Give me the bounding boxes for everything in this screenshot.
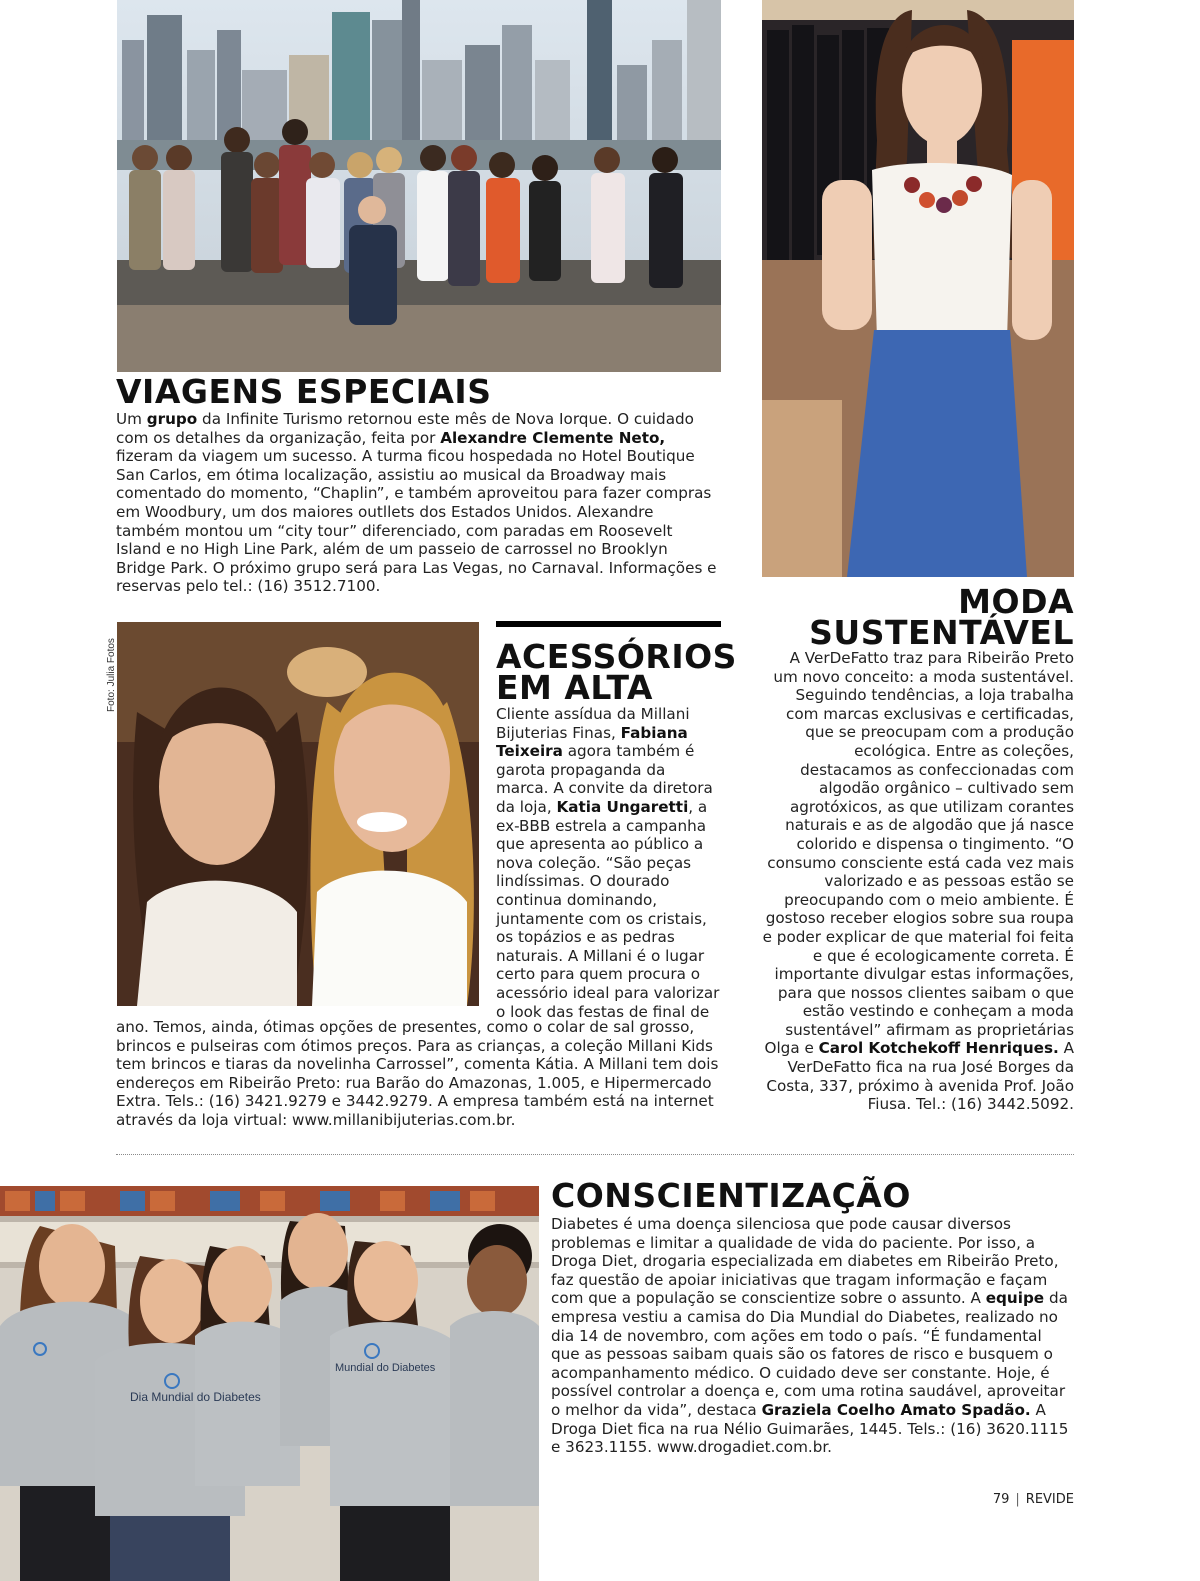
section-divider [116,1154,1074,1155]
shirt-print-text-2: Mundial do Diabetes [335,1362,436,1374]
conscientizacao-headline: CONSCIENTIZAÇÃO [551,1176,911,1215]
acessorios-headline [496,637,737,708]
page-number: 79 [992,1492,1010,1507]
nyc-group-photo [117,0,721,372]
conscientizacao-text-1: Diabetes é uma doença silenciosa que pode causar diversos problemas e limitar a qualidade de vida do paciente. Por isso, a Droga Diet, drogaria especializada em diabetes em Ribeirão Preto, faz questão de apoiar iniciativas que tragam informação e façam com que a população se conscientize sobre o assunto. A [551,1215,1059,1308]
droga-diet-team-photo [0,1186,539,1581]
conscientizacao-bold-equipe: equipe [985,1289,1045,1308]
acessorios-bold-fabiana: Fabiana Teixeira [496,723,688,761]
viagens-headline: VIAGENS ESPECIAIS [116,372,492,411]
moda-body [762,649,1074,1114]
moda-headline-line1: MODA [958,582,1074,621]
magazine-name: REVIDE [1025,1492,1074,1507]
acessorios-wide-text: ano. Temos, ainda, ótimas opções de presentes, como o colar de sal grosso, brincos e pulseiras com ótimos preços. Para as crianças, a coleção Millani Kids tem brincos e tiaras da novelinha Carrossel”, comenta Kátia. A Millani tem dois endereços em Ribeirão Preto: rua Barão do Amazonas, 1.005, e Hipermercado Extra. Tels.: (16) 3421.9279 e 3442.9279. A empresa também está na internet através da loja virtual: www.millanibijuterias.com.br. [116,1018,719,1129]
shirt-print-text: Dia Mundial do Diabetes [130,1390,261,1404]
viagens-text-3: fizeram da viagem um sucesso. A turma ficou hospedada no Hotel Boutique San Carlos, em ótima localização, assistiu ao musical da Broadway mais comentado do momento, “Chaplin”, e também aproveitou para fazer compras em Woodbury, um dos maiores outllets dos Estados Unidos. Alexandre também montou um “city tour” diferenciado, com paradas em Roosevelt Island e no High Line Park, além de um passeio de carrossel no Brooklyn Bridge Park. O próximo grupo será para Las Vegas, no Carnaval. Informações e reservas pelo tel.: (16) 3512.7100. [116,447,717,596]
verdefatto-owner-photo [762,0,1074,577]
acessorios-top-rule [496,621,721,627]
viagens-body [116,410,722,596]
viagens-bold-name: Alexandre Clemente Neto, [440,428,666,447]
viagens-text-2: da Infinite Turismo retornou este mês de Nova Iorque. O cuidado com os detalhes da organização, feita por [116,410,694,447]
conscientizacao-text-3: A Droga Diet fica na rua Nélio Guimarães, 1445. Tels.: (16) 3620.1115 e 3623.1155. www.drogadiet.com.br. [551,1400,1069,1457]
acessorios-text-3: , a ex-BBB estrela a campanha que apresenta ao público a nova coleção. “São peças lindíssimas. O dourado continua dominando, juntamente com os cristais, os topázios e as pedras naturais. A Millani é o lugar certo para quem procura o acessório ideal para valorizar o look das festas de final de [496,797,720,1021]
moda-text-2: A VerDeFatto fica na rua José Borges da Costa, 337, próximo à avenida Prof. João Fiusa. Tel.: (16) 3442.5092. [766,1039,1074,1114]
acessorios-text-2: agora também é garota propaganda da marca. A convite da diretora da loja, [496,742,713,816]
acessorios-bold-katia: Katia Ungaretti [556,797,689,816]
acessorios-headline-line2: EM ALTA [496,668,653,708]
viagens-text-1: Um [116,410,147,428]
conscientizacao-body [551,1215,1074,1457]
folio-separator: | [1015,1492,1020,1507]
moda-text-1: A VerDeFatto traz para Ribeirão Preto um novo conceito: a moda sustentável. Seguindo tendências, a loja trabalha com marcas exclusivas e certificadas, que se preocupam com a produção ecológica. Entre as coleções, destacamos as confeccionadas com algodão orgânico – cultivado sem agrotóxicos, as que utilizam corantes naturais e as de algodão que já nasce colorido e dispensa o tingimento. “O consumo consciente está cada vez mais valorizado e as pessoas estão se preocupando com o meio ambiente. É gostoso receber elogios sobre sua roupa e poder explicar de que material foi feita e que é ecologicamente correta. É importante divulgar estas informações, para que nossos clientes saibam o que estão vestindo e conheçam a moda sustentável” afirmam as proprietárias Olga e [762,649,1074,1058]
moda-bold-carol: Carol Kotchekoff Henriques. [818,1039,1059,1058]
conscientizacao-bold-graziela: Graziela Coelho Amato Spadão. [761,1400,1031,1419]
millani-campaign-photo [117,622,479,1006]
conscientizacao-text-2: da empresa vestiu a camisa do Dia Mundial do Diabetes, realizado no dia 14 de novembro, com ações em todo o país. “É fundamental que as pessoas saibam quais são os fatores de risco e busquem o acompanhamento médico. O cuidado deve ser constante. Hoje, é possível controlar a doença e, com uma rotina saudável, aproveitar o melhor da vida”, destaca [551,1289,1068,1419]
acessorios-text-1: Cliente assídua da Millani Bijuterias Finas, [496,705,690,742]
moda-headline [762,582,1074,653]
acessorios-headline-line1: ACESSÓRIOS [496,637,737,676]
acessorios-column-text [496,705,722,1021]
page-folio [993,1492,1074,1507]
viagens-bold-grupo: grupo [146,410,198,428]
moda-headline-line2: SUSTENTÁVEL [809,613,1074,653]
photo-credit: Foto: Julia Fotos [106,638,117,712]
